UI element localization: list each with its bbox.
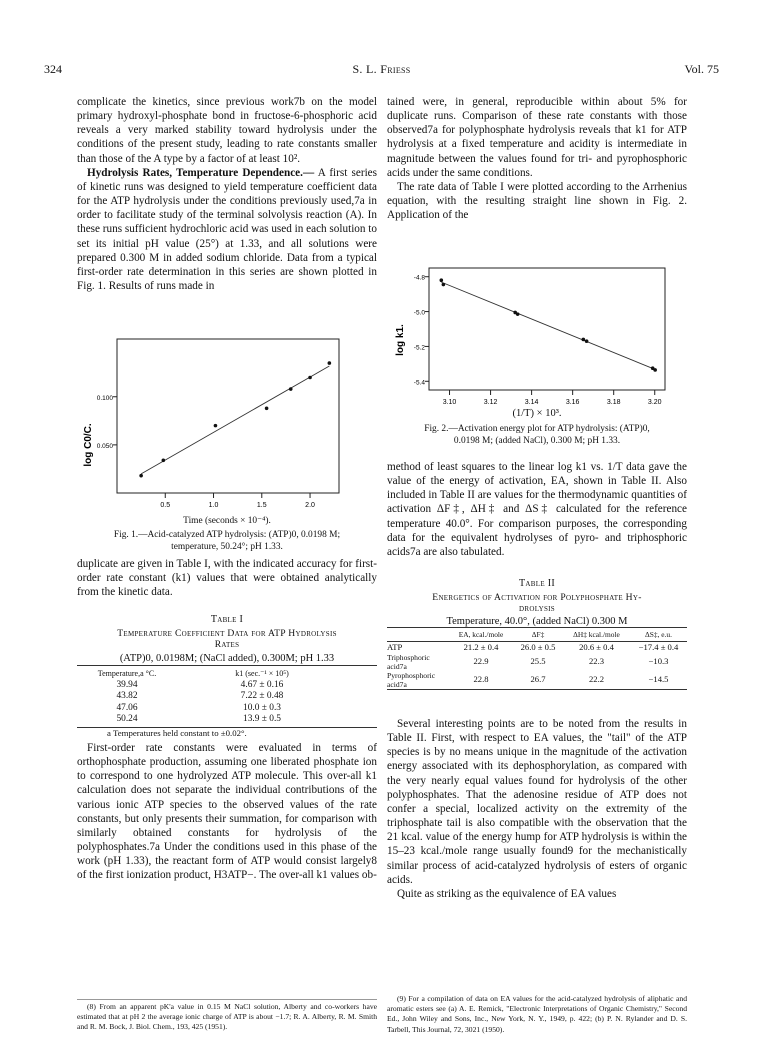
fig2-caption-line2: 0.0198 M; (added NaCl), 0.300 M; pH 1.33. [453, 436, 621, 446]
table-row [387, 671, 687, 690]
table2-cell: 22.3 [588, 656, 605, 667]
fig2-y-tick-label: -5.0 [413, 309, 425, 317]
table1-cell: 10.0 ± 0.3 [243, 702, 281, 713]
fig1-x-tick-label: 2.0 [305, 502, 315, 509]
right-paragraph-3: method of least squares to the linear log k1 vs. 1/T data gave the value of the energy of activation, EA, shown in Table II. Also included in Table II are values for the thermodynamic quantities of activation ΔF‡, ΔH‡ and ΔS‡ calculated for the reference temperature 40.0°. For comparison purposes, the corresponding data for the equivalent hydrolyses of pyro- and triphosphoric acids7a are also tabulated. [387, 461, 687, 558]
table2-cell: 22.8 [473, 674, 489, 685]
fig1-xlabel: Time (seconds × 10⁻⁴). [183, 516, 271, 526]
table2-grid [387, 629, 687, 690]
left-paragraph-3-block [77, 557, 377, 599]
section-heading-hydrolysis-rates: Hydrolysis Rates, Temperature Dependence.— [87, 166, 315, 179]
fig2-data-point [585, 339, 589, 343]
table2-cell: 21.2 ± 0.4 [463, 641, 499, 652]
left-paragraph-4-block [77, 741, 377, 883]
table1-cell: 47.06 [116, 702, 138, 713]
fig2-x-tick-label: 3.16 [565, 399, 580, 406]
table2-title: Table II [519, 578, 555, 589]
running-title: S. L. Friess [352, 62, 411, 76]
right-paragraph-5: Quite as striking as the equivalence of EA values [397, 887, 617, 900]
fig1-fit-line [141, 366, 329, 474]
fig1-data-point [289, 387, 293, 391]
footnote-8: (8) From an apparent pK'a value in 0.15 M NaCl solution, Alberty and co-workers have estimated that at pH 2 the average ionic charge of ATP is about −1.7; R. A. Alberty, R. M. Smith and R. M. Bock, J. Biol. Chem., 193, 425 (1951). [77, 1002, 377, 1032]
table-row [87, 680, 357, 692]
fig1-data-point [265, 407, 269, 411]
fig2-fit-line [441, 282, 655, 369]
fig2-x-tick-label: 3.14 [524, 399, 539, 406]
left-paragraph-1: complicate the kinetics, since previous work7b on the model primary hydroxyl-phosphate bond in fructose-6-phosphoric acid reveals a very marked stability toward hydrolysis under the conditions of the present study, leading to rate constants smaller than those of the A type by a factor of at least 10². [77, 96, 377, 165]
right-paragraph-2: The rate data of Table I were plotted according to the Arrhenius equation, with the resulting straight line shown in Fig. 2. Application of the [387, 180, 687, 222]
fig2-ylabel: log k1. [395, 324, 406, 356]
table1-header-row [87, 668, 357, 680]
table-1 [77, 614, 377, 738]
right-paragraph-1: tained were, in general, reproducible within about 5% for duplicate runs. Comparison of these rate constants with those observed7a for polyphosphate hydrolysis reveals that k1 for ATP hydrolysis at a fixed temperature and acidity is intermediate in magnitude between the values found for tri- and pyrophosphoric acids under the same conditions. [387, 96, 687, 179]
page-number: 324 [44, 62, 62, 76]
table1-cell: 43.82 [116, 691, 138, 702]
table1-cell: 13.9 ± 0.5 [243, 714, 281, 725]
table-2 [387, 578, 687, 690]
table-row [87, 714, 357, 726]
table-row [87, 691, 357, 703]
fig1-caption-line2: temperature, 50.24°; pH 1.33. [171, 542, 283, 552]
fig2-data-point [516, 312, 520, 316]
table1-cell: 50.24 [116, 714, 138, 725]
fig1-y-tick-label: 0.100 [96, 394, 113, 402]
table-row [87, 703, 357, 715]
table2-cell: Triphosphoric acid7a [387, 653, 430, 672]
table1-grid [87, 668, 357, 726]
fig1-frame [117, 339, 339, 493]
left-paragraph-2-text: A first series of kinetic runs was designed to yield temperature coefficient data for the ATP hydrolysis under the conditions previously used,7a in order to facilitate study of the terminal solvolysis reaction (A). In these runs sufficient hydrochloric acid was used in each solution to set its initial pH value (25°) at 1.33, and all solutions were prepared 0.300 M in added sodium chloride. Data from a typical first-order rate determination in this series are shown plotted in Fig. 1. Results of runs made in [77, 166, 377, 293]
table2-cell: 26.7 [530, 674, 546, 685]
table1-cell: 4.67 ± 0.16 [240, 679, 284, 690]
table1-title: Table I [210, 614, 244, 625]
table2-cell: 20.6 ± 0.4 [579, 641, 614, 652]
fig2-y-tick-label: -5.4 [413, 379, 425, 387]
table2-col-ds: ΔS‡, e.u. [645, 630, 672, 640]
left-column-top [77, 95, 377, 293]
table2-col-dh: ΔH‡ kcal./mole [573, 630, 620, 640]
footnote-9-block [387, 994, 687, 1035]
table2-cell: −10.3 [648, 656, 669, 667]
fig2-x-tick-label: 3.18 [606, 399, 621, 406]
table-row [387, 653, 687, 671]
right-paragraph-4: Several interesting points are to be noted from the results in Table II. First, with respect to EA values, the "tail" of the ATP species is by no means unique in the magnitude of the activation energy associated with its dephosphorylation, as compared with the very nearly equal values found for hydrolysis of the other polyphosphates. That the adenosine residue of ATP does not confer a special, localized activity on the extremity of the triphosphate tail is also compatible with the observation that the 21 kcal. value of the energy hump for ATP hydrolysis is within the 15–23 kcal./mole range usually found9 for the mechanistically similar process of acid-catalyzed hydrolysis of esters of organic acids. [387, 718, 687, 886]
fig1-data-point [328, 361, 332, 365]
table2-cell: 22.9 [473, 656, 489, 667]
table2-cell: 22.2 [588, 674, 605, 685]
table2-conditions: Temperature, 40.0°, (added NaCl) 0.300 M [387, 616, 687, 628]
fig1-ylabel: log C0/C. [83, 423, 94, 467]
right-paragraph-3-block [387, 460, 687, 559]
fig1-data-point [214, 424, 218, 428]
left-paragraph-3: duplicate are given in Table I, with the indicated accuracy for first-order rate constant (k1) values that were obtained analytically from the kinetic data. [77, 558, 377, 599]
fig2-xlabel: (1/T) × 10³. [512, 408, 562, 419]
table1-cell: 7.22 ± 0.48 [240, 691, 284, 702]
fig1-y-tick-label: 0.050 [96, 442, 113, 450]
fig1-data-point [308, 376, 312, 380]
left-paragraph-2 [77, 166, 377, 293]
figure-1-plot [77, 335, 377, 515]
table2-corner [387, 629, 449, 641]
footnote-9: (9) For a compilation of data on EA values for the acid-catalyzed hydrolysis of aliphatic and aromatic esters see (a) A. E. Remick, "Electronic Interpretations of Organic Chemistry," Second Ed., John Wiley and Sons, Inc., New York, N. Y., 1949, p. 422; (b) P. N. Rylander and D. S. Tarbell, This Journal, 72, 3021 (1950). [387, 994, 687, 1034]
table2-header-row [387, 629, 687, 641]
table2-cell: 25.5 [530, 656, 546, 667]
table1-conditions: (ATP)0, 0.0198M; (NaCl added), 0.300M; pH 1.33 [77, 653, 377, 666]
table2-heading-1: Energetics of Activation for Polyphosphate Hy- [432, 592, 642, 603]
fig2-y-tick-label: -5.2 [413, 344, 425, 352]
fig2-data-point [653, 368, 657, 372]
table1-col-k1: k1 (sec.⁻¹ × 10⁵) [235, 669, 289, 678]
footnote-8-block [77, 1002, 377, 1033]
volume-label: Vol. 75 [684, 62, 719, 76]
table2-cell: −14.5 [648, 674, 669, 685]
fig1-data-point [162, 458, 166, 462]
table2-heading-2: drolysis [519, 603, 555, 614]
left-footnote-rule [77, 999, 377, 1000]
table2-cell: ATP [387, 641, 403, 652]
fig1-x-tick-label: 1.5 [256, 502, 267, 509]
left-paragraph-4: First-order rate constants were evaluated in terms of orthophosphate production, assuming one liberated phosphate ion to correspond to one hydrolyzed ATP molecule. This over-all k1 calculation does not separate the individual contributions of the various ionic ATP species to the observed values of the rate constants, but only presents their summation, for comparison with similarly obtained constants for hydrolysis of the polyphosphates.7a Under the conditions used in this phase of the work (pH 1.33), the reactant form of ATP would consist largely8 of the first ionization product, H3ATP−. The over-all k1 values ob- [77, 742, 377, 882]
figure-2-plot [387, 262, 687, 410]
fig2-x-tick-label: 3.10 [442, 399, 457, 406]
right-paragraph-4-block [387, 717, 687, 901]
table2-col-df: ΔF‡ [531, 630, 545, 639]
table2-col-ea: EA, kcal./mole [458, 630, 504, 640]
table1-heading-2: Rates [214, 639, 240, 650]
table2-cell: Pyrophosphoric acid7a [387, 671, 436, 690]
fig1-caption [77, 529, 377, 553]
fig1-data-point [139, 474, 143, 478]
fig1-x-tick-label: 0.5 [160, 502, 171, 509]
fig2-data-point [582, 338, 586, 342]
fig1-caption-line1: Fig. 1.—Acid-catalyzed ATP hydrolysis: (ATP)0, 0.0198 M; [113, 530, 341, 540]
table2-cell: 26.0 ± 0.5 [520, 641, 556, 652]
fig2-data-point [440, 278, 444, 282]
table1-heading-1: Temperature Coefficient Data for ATP Hydrolysis [117, 628, 337, 639]
right-column-top [387, 95, 687, 222]
fig1-x-tick-label: 1.0 [208, 502, 219, 509]
table1-footnote: a Temperatures held constant to ±0.02°. [77, 727, 377, 738]
table2-cell: −17.4 ± 0.4 [638, 641, 679, 652]
fig2-frame [429, 268, 665, 390]
table1-col-temp: Temperature,a °C. [97, 669, 157, 678]
table-row [387, 641, 687, 653]
fig2-caption-line1: Fig. 2.—Activation energy plot for ATP hydrolysis: (ATP)0, [424, 424, 650, 434]
fig2-y-tick-label: -4.8 [413, 274, 425, 282]
fig2-caption [387, 423, 687, 447]
table1-cell: 39.94 [116, 679, 138, 690]
fig2-data-point [442, 283, 446, 287]
fig2-x-tick-label: 3.12 [483, 399, 498, 406]
fig2-x-tick-label: 3.20 [647, 399, 662, 406]
